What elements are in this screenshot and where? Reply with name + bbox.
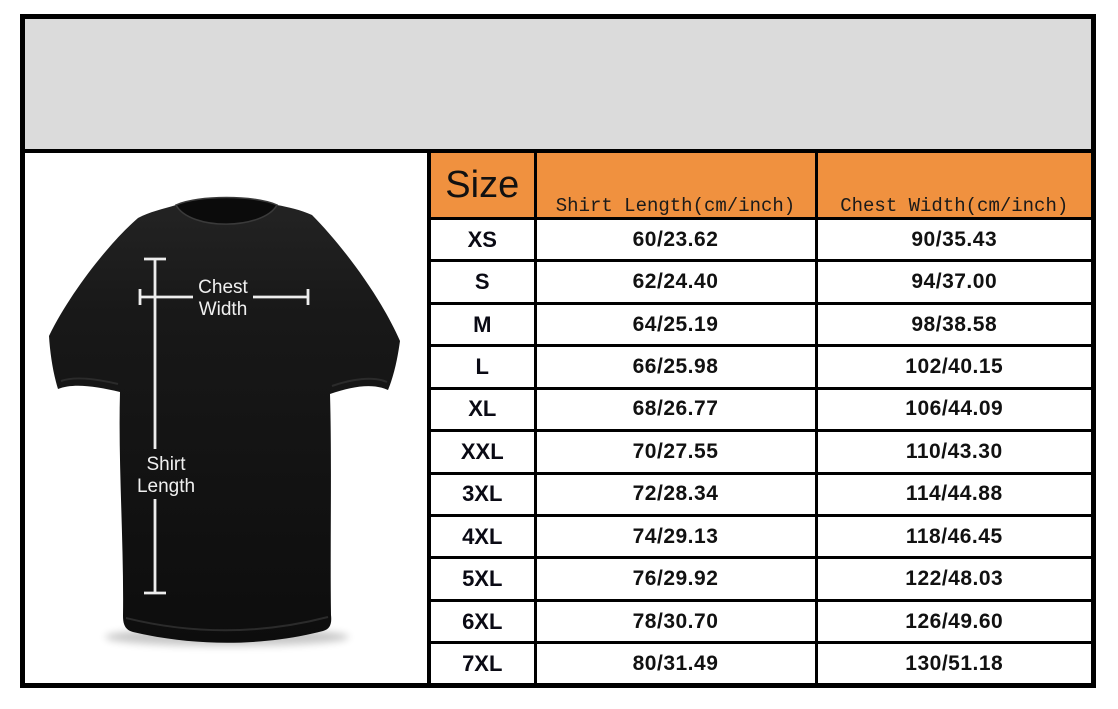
chest-width-cell: 94/37.00 [816,261,1091,303]
size-cell: 6XL [431,600,535,642]
chest-width-cell: 110/43.30 [816,431,1091,473]
size-cell: M [431,303,535,345]
chest-width-label-line2: Width [198,299,248,320]
chest-width-cell: 130/51.18 [816,643,1091,683]
size-cell: 3XL [431,473,535,515]
shirt-length-cell: 78/30.70 [535,600,816,642]
chest-width-cell: 122/48.03 [816,558,1091,600]
size-cell: XXL [431,431,535,473]
size-cell: XL [431,388,535,430]
shirt-length-cell: 76/29.92 [535,558,816,600]
shirt-length-cell: 60/23.62 [535,219,816,261]
shirt-length-cell: 72/28.34 [535,473,816,515]
chest-width-cell: 118/46.45 [816,515,1091,557]
table-row [431,346,1091,388]
size-cell: L [431,346,535,388]
header-shirt-length: Shirt Length(cm/inch) [535,153,816,219]
shirt-length-cell: 64/25.19 [535,303,816,345]
chest-width-cell: 114/44.88 [816,473,1091,515]
main-area [25,153,1091,683]
chest-width-label-line1: Chest [198,277,248,298]
shirt-length-cell: 68/26.77 [535,388,816,430]
table-row [431,515,1091,557]
top-banner [25,19,1091,153]
shirt-length-cell: 70/27.55 [535,431,816,473]
tshirt-graphic [49,205,400,643]
chest-width-cell: 98/38.58 [816,303,1091,345]
shirt-length-label-line1: Shirt [146,454,186,475]
table-row [431,431,1091,473]
chart-frame [20,14,1096,688]
shirt-measurement-panel [25,153,431,683]
shirt-length-cell: 66/25.98 [535,346,816,388]
size-cell: S [431,261,535,303]
size-cell: 5XL [431,558,535,600]
size-table-panel [431,153,1091,683]
size-cell: 4XL [431,515,535,557]
table-row [431,473,1091,515]
table-row [431,219,1091,261]
header-row [431,153,1091,219]
size-cell: XS [431,219,535,261]
chest-width-cell: 90/35.43 [816,219,1091,261]
table-row [431,558,1091,600]
shirt-length-cell: 80/31.49 [535,643,816,683]
table-row [431,388,1091,430]
table-row [431,261,1091,303]
chest-width-cell: 102/40.15 [816,346,1091,388]
table-row [431,600,1091,642]
shirt-length-label-line2: Length [136,476,196,497]
header-chest-width: Chest Width(cm/inch) [816,153,1091,219]
shirt-length-cell: 62/24.40 [535,261,816,303]
size-cell: 7XL [431,643,535,683]
tshirt-diagram [25,153,427,683]
table-row [431,303,1091,345]
chest-width-cell: 106/44.09 [816,388,1091,430]
table-row [431,643,1091,683]
shirt-length-cell: 74/29.13 [535,515,816,557]
size-table [431,153,1091,683]
header-size: Size [431,153,535,219]
chest-width-cell: 126/49.60 [816,600,1091,642]
